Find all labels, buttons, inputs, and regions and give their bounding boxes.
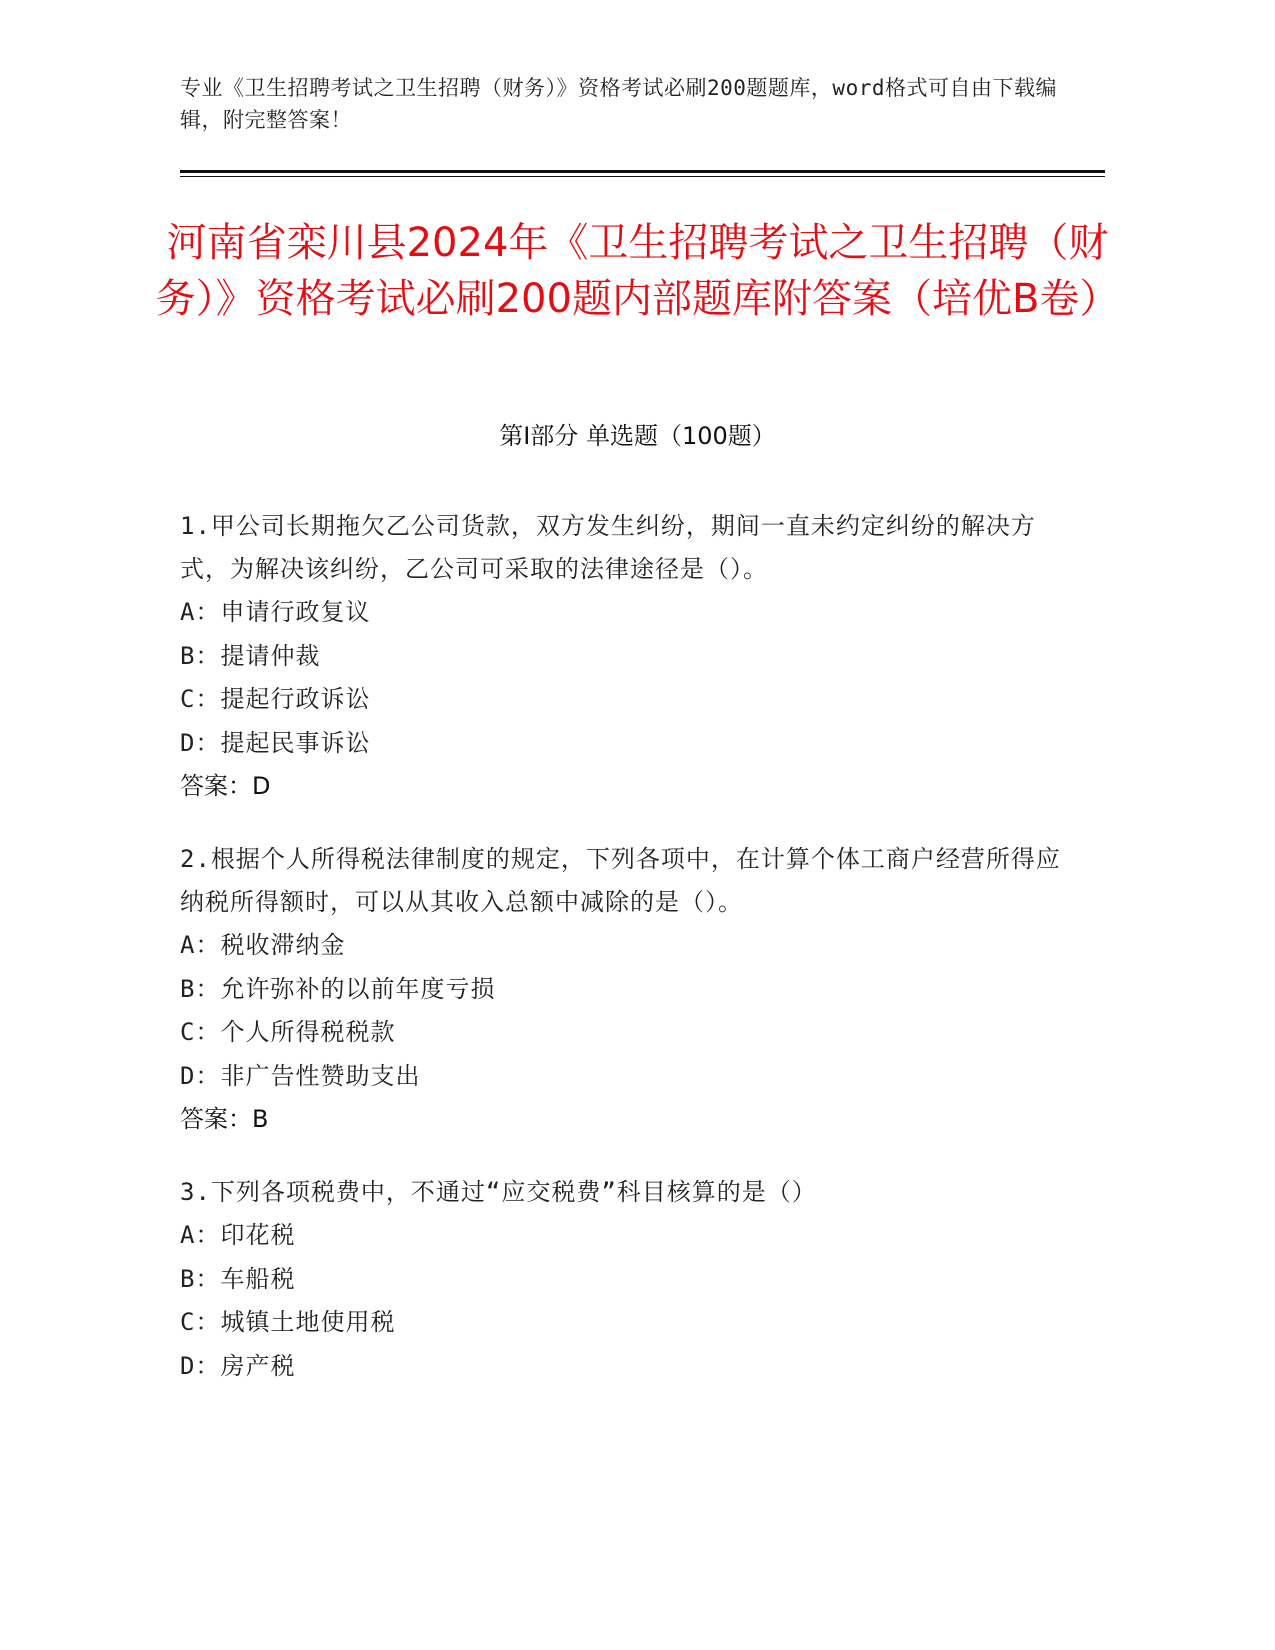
section-heading: 第I部分 单选题（100题） <box>499 422 776 450</box>
question-stem: 3.下列各项税费中，不通过“应交税费”科目核算的是（） <box>180 1178 817 1206</box>
question-item <box>180 838 1080 1141</box>
option-d: D：房产税 <box>180 1351 296 1380</box>
question-item <box>180 505 1080 808</box>
option-d: D：提起民事诉讼 <box>180 728 371 757</box>
header-note: 专业《卫生招聘考试之卫生招聘（财务）》资格考试必刷200题题库，word格式可自由下载编辑，附完整答案！ <box>180 76 1057 132</box>
document-title: 河南省栾川县2024年《卫生招聘考试之卫生招聘（财务）》资格考试必刷200题内部题库附答案（培优B卷） <box>155 220 1120 322</box>
answer-label: 答案：B <box>180 1105 269 1133</box>
option-b: B：允许弥补的以前年度亏损 <box>180 974 496 1003</box>
option-c: C：提起行政诉讼 <box>180 685 371 713</box>
option-a: A：印花税 <box>180 1221 296 1249</box>
question-item <box>180 1171 1080 1388</box>
option-c: C：城镇土地使用税 <box>180 1308 396 1336</box>
option-d: D：非广告性赞助支出 <box>180 1061 421 1090</box>
header-divider-thin <box>180 176 1105 177</box>
question-stem: 2.根据个人所得税法律制度的规定，下列各项中，在计算个体工商户经营所得应纳税所得额时，可以从其收入总额中减除的是（）。 <box>180 845 1061 916</box>
answer-label: 答案：D <box>180 772 271 800</box>
header-divider-thick <box>180 170 1105 173</box>
question-stem: 1.甲公司长期拖欠乙公司货款，双方发生纠纷，期间一直未约定纠纷的解决方式，为解决该纠纷，乙公司可采取的法律途径是（）。 <box>180 512 1036 583</box>
option-c: C：个人所得税税款 <box>180 1018 396 1046</box>
option-a: A：税收滞纳金 <box>180 931 346 959</box>
option-b: B：车船税 <box>180 1264 296 1293</box>
option-a: A：申请行政复议 <box>180 598 371 626</box>
question-list <box>180 505 1080 1418</box>
option-b: B：提请仲裁 <box>180 641 321 670</box>
